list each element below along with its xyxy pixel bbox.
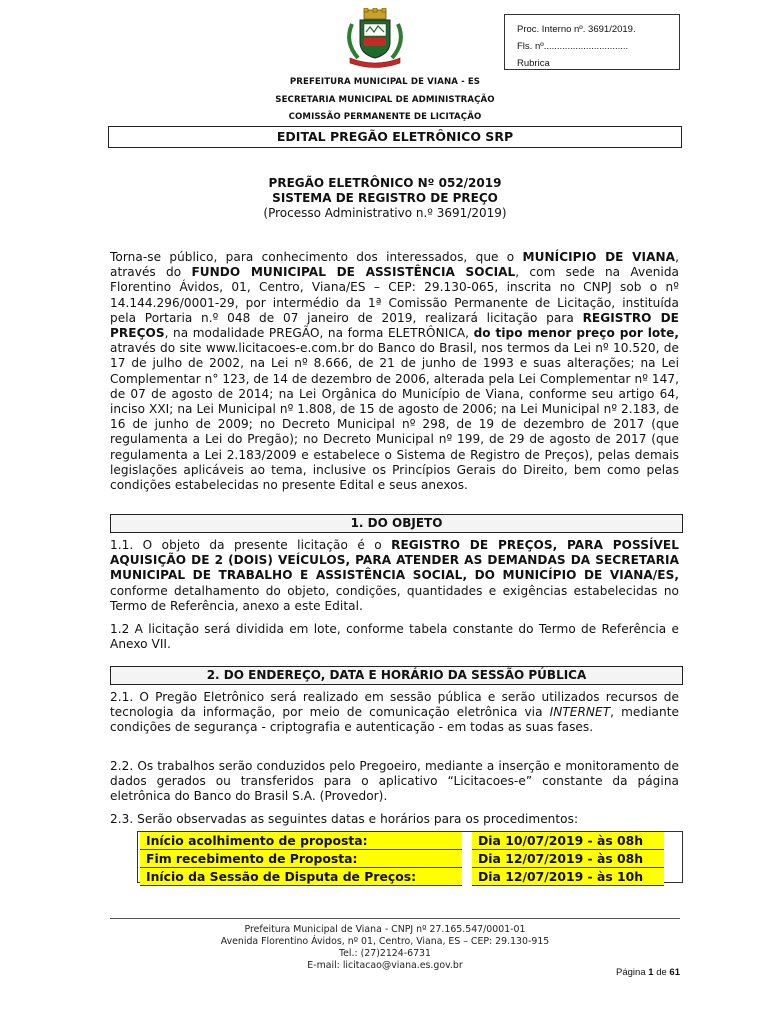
section-2-heading: 2. DO ENDEREÇO, DATA E HORÁRIO DA SESSÃO PÚBLICA [110, 666, 683, 685]
schedule-value: Dia 12/07/2019 - às 10h [467, 868, 664, 886]
intro-paragraph: Torna-se público, para conhecimento dos interessados, que o MUNÍCIPIO DE VIANA, através do FUNDO MUNICIPAL DE ASSISTÊNCIA SOCIAL, com sede na Avenida Florentino Ávidos, 01, Centro, Viana/ES – CEP: 29.130-065, inscrita no CNPJ sob o nº 14.144.296/0001-29, por intermédio da 1ª Comissão Permanente de Licitação, instituída pela Portaria n.º 048 de 07 janeiro de 2019, realizará licitação para REGISTRO DE PREÇOS, na modalidade PREGÃO, na forma ELETRÔNICA, do tipo menor preço por lote, através do site www.licitacoes-e.com.br do Banco do Brasil, nos termos da Lei nº 10.520, de 17 de julho de 2002, na Lei nº 8.666, de 21 de junho de 1993 e suas alterações; na Lei Complementar n° 123, de 14 de dezembro de 2006, alterada pela Lei Complementar nº 147, de 07 de agosto de 2014; na Lei Orgânica do Município de Viana, conforme seu artigo 64, inciso XXI; na Lei Municipal nº 1.808, de 15 de agosto de 2006; na Lei Municipal nº 2.183, de 16 de junho de 2009; no Decreto Municipal nº 298, de 19 de dezembro de 2017 (que regulamenta a Lei do Pregão); no Decreto Municipal nº 199, de 29 de agosto de 2017 (que regulamenta a Lei 2.183/2009 e estabelece o Sistema de Registro de Preços), pelas demais legislações aplicáveis ao tema, inclusive os Princípios Gerais do Direito, bem como pelas condições estabelecidas no presente Edital e seus anexos. [110, 250, 680, 493]
footer-address: Avenida Florentino Ávidos, nº 01, Centro, Viana, ES – CEP: 29.130-915 [220, 936, 550, 947]
footer-cnpj: Prefeitura Municipal de Viana - CNPJ nº 27.165.547/0001-01 [244, 924, 526, 935]
schedule-label: Início acolhimento de proposta: [140, 832, 467, 850]
schedule-value: Dia 12/07/2019 - às 08h [467, 850, 664, 868]
section-1-2-paragraph: 1.2 A licitação será dividida em lote, conforme tabela constante do Termo de Referência e Anexo VII. [110, 622, 679, 652]
protocol-stamp-box [504, 14, 680, 70]
footer-divider [110, 918, 680, 919]
protocol-signature-field: Rubrica [517, 58, 550, 69]
municipal-crest-logo [340, 8, 410, 70]
table-row [140, 832, 664, 850]
section-2-2-paragraph: 2.2. Os trabalhos serão conduzidos pelo Pregoeiro, mediante a inserção e monitoramento de dados gerados ou transferidos para o aplicativo “Licitacoes-e” constante da página eletrônica do Banco do Brasil S.A. (Provedor). [110, 759, 679, 804]
header-comissao: COMISSÃO PERMANENTE DE LICITAÇÃO [288, 112, 482, 122]
schedule-label: Fim recebimento de Proposta: [140, 850, 467, 868]
protocol-page-field: Fls. nº................................ [517, 41, 629, 52]
footer-email: E-mail: licitacao@viana.es.gov.br [307, 960, 463, 971]
schedule-label: Início da Sessão de Disputa de Preços: [140, 868, 467, 886]
protocol-number: Proc. Interno nº. 3691/2019. [517, 24, 636, 35]
header-prefeitura: PREFEITURA MUNICIPAL DE VIANA - ES [289, 77, 481, 87]
section-2-1-paragraph: 2.1. O Pregão Eletrônico será realizado em sessão pública e serão utilizados recursos de tecnologia da informação, por meio de comunicação eletrônica via INTERNET, mediante condições de segurança - criptografia e autenticação - em todas as suas fases. [110, 690, 679, 735]
schedule-table [140, 832, 664, 886]
section-2-3-paragraph: 2.3. Serão observadas as seguintes datas e horários para os procedimentos: [110, 812, 579, 826]
registro-preco-title: SISTEMA DE REGISTRO DE PREÇO [272, 191, 498, 205]
pregao-number: PREGÃO ELETRÔNICO Nº 052/2019 [268, 176, 502, 190]
header-secretaria: SECRETARIA MUNICIPAL DE ADMINISTRAÇÃO [275, 95, 495, 105]
schedule-value: Dia 10/07/2019 - às 08h [467, 832, 664, 850]
page-number: Página 1 de 61 [616, 967, 680, 978]
table-row [140, 868, 664, 886]
section-1-1-paragraph: 1.1. O objeto da presente licitação é o REGISTRO DE PREÇOS, PARA POSSÍVEL AQUISIÇÃO DE 2 (DOIS) VEÍCULOS, PARA ATENDER AS DEMANDAS DA SECRETARIA MUNICIPAL DE TRABALHO E ASSISTÊNCIA SOCIAL, DO MUNICÍPIO DE VIANA/ES, conforme detalhamento do objeto, condições, quantidades e exigências estabelecidas no Termo de Referência, anexo a este Edital. [110, 538, 679, 613]
table-row [140, 850, 664, 868]
edital-title: EDITAL PREGÃO ELETRÔNICO SRP [108, 126, 682, 148]
processo-administrativo: (Processo Administrativo n.º 3691/2019) [263, 206, 507, 220]
footer-phone: Tel.: (27)2124-6731 [339, 948, 431, 959]
section-1-heading: 1. DO OBJETO [110, 514, 683, 533]
